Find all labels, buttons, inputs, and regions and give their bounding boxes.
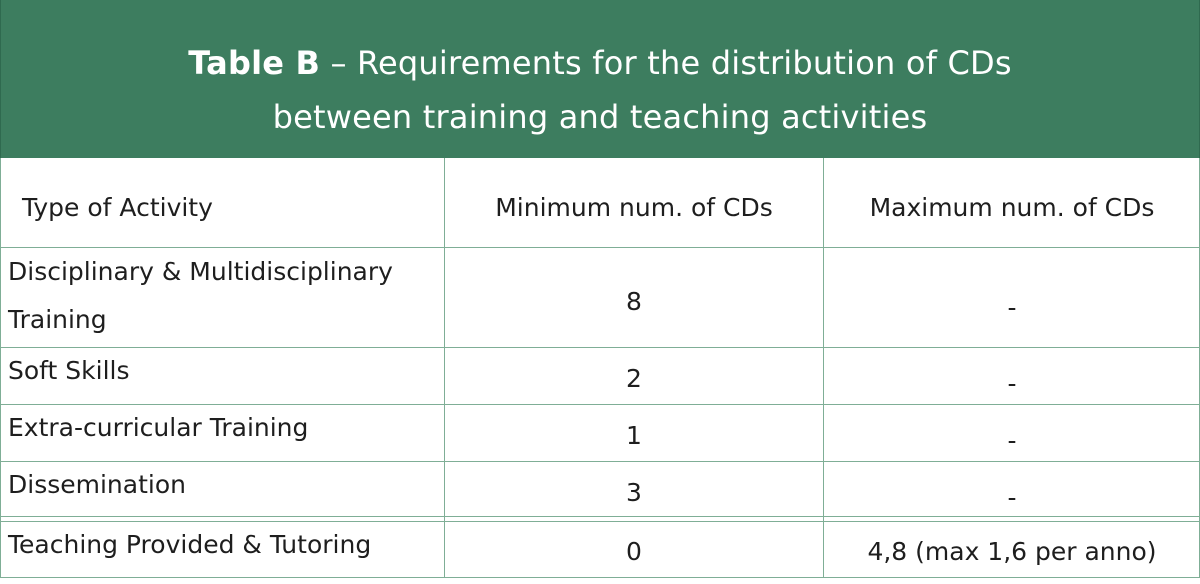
minimum-cell: 0	[626, 537, 642, 566]
activity-cell-line-2: Training	[8, 305, 107, 334]
table-border-bottom	[0, 577, 1200, 578]
minimum-cell: 1	[626, 421, 642, 450]
column-header-maximum: Maximum num. of CDs	[869, 193, 1155, 222]
minimum-cell: 8	[626, 287, 642, 316]
row-divider	[0, 347, 1200, 348]
maximum-cell: -	[1007, 293, 1017, 322]
column-header-minimum: Minimum num. of CDs	[495, 193, 773, 222]
column-header-activity: Type of Activity	[22, 193, 213, 222]
maximum-cell: -	[1007, 426, 1017, 455]
table-title-label: Table B	[188, 44, 321, 82]
table-title-line-1	[1, 36, 1199, 90]
table-title-text: – Requirements for the distribution of CDs	[330, 44, 1012, 82]
activity-cell: Extra-curricular Training	[8, 413, 309, 442]
maximum-cell: 4,8 (max 1,6 per anno)	[867, 537, 1157, 566]
activity-cell: Teaching Provided & Tutoring	[8, 530, 372, 559]
table-title-line-2: between training and teaching activities	[272, 98, 928, 136]
table-title-banner	[0, 0, 1200, 158]
activity-cell: Disciplinary & Multidisciplinary	[8, 257, 393, 286]
minimum-cell: 2	[626, 364, 642, 393]
maximum-cell: -	[1007, 369, 1017, 398]
activity-cell: Dissemination	[8, 470, 186, 499]
maximum-cell: -	[1007, 483, 1017, 512]
minimum-cell: 3	[626, 478, 642, 507]
table-border-left	[0, 158, 1, 578]
activity-cell: Soft Skills	[8, 356, 130, 385]
